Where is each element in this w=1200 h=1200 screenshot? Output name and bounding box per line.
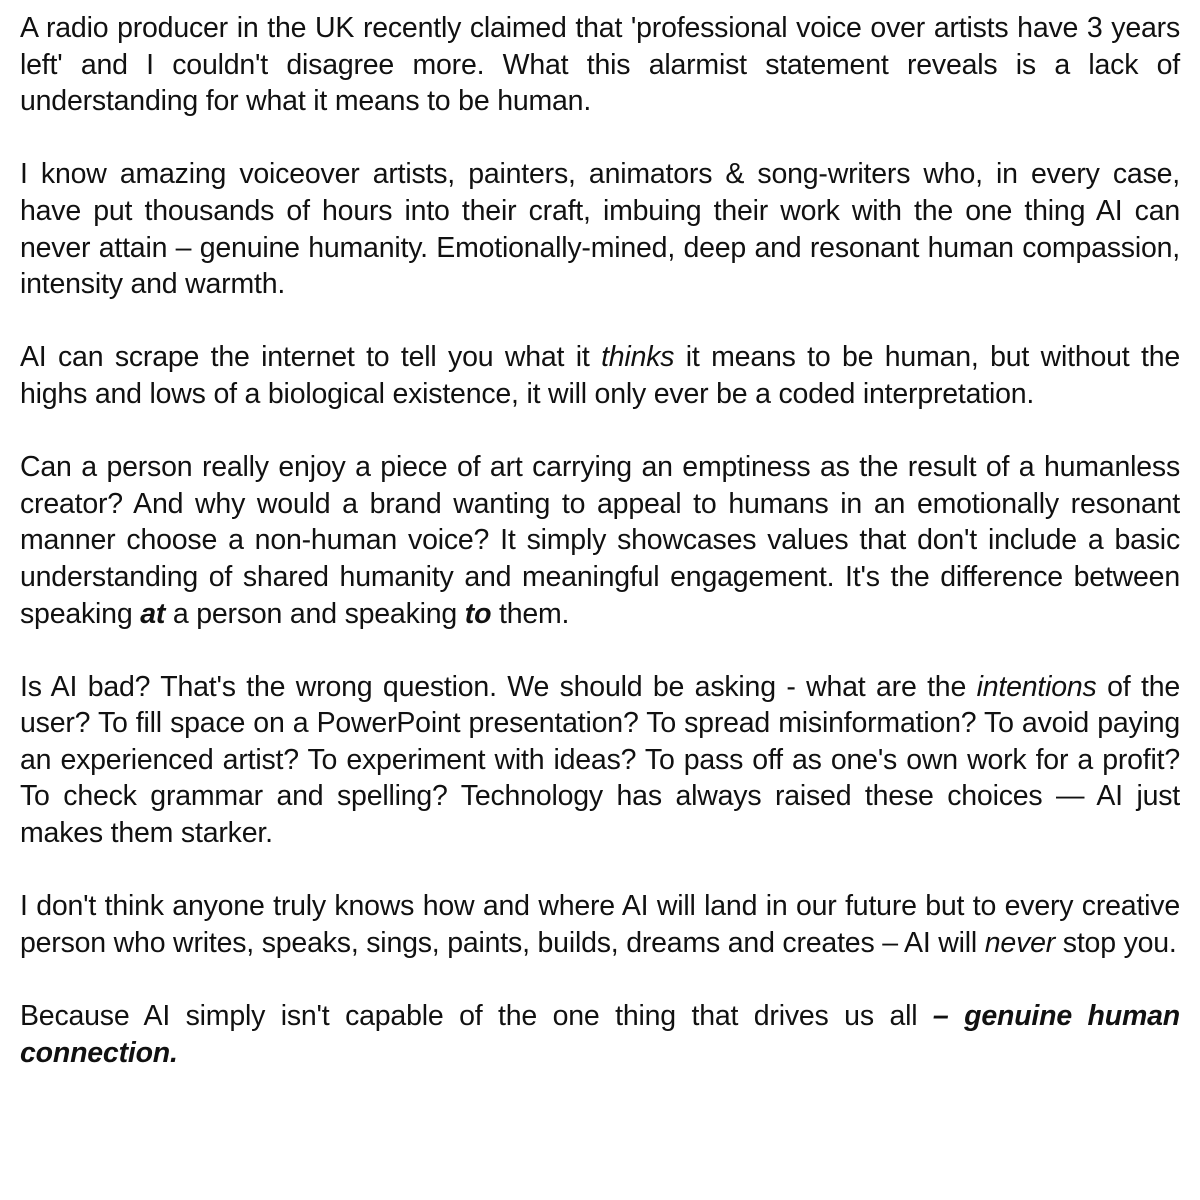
- paragraph-5-text-start: Is AI bad? That's the wrong question. We should be asking - what are the: [20, 670, 977, 703]
- paragraph-1: [20, 10, 1180, 120]
- paragraph-1-text: A radio producer in the UK recently claimed that 'professional voice over artists have 3 years left' and I couldn't disagree more. What this alarmist statement reveals is a lack of understanding for what it means to be human.: [20, 12, 1180, 118]
- paragraph-3-text-start: AI can scrape the internet to tell you what it: [20, 341, 602, 374]
- paragraph-7-text-start: Because AI simply isn't capable of the one thing that drives us all: [20, 1000, 933, 1033]
- paragraph-4-text-middle: a person and speaking: [165, 597, 465, 630]
- closing-emphasis: – genuine human connection.: [20, 1000, 1180, 1069]
- paragraph-5: [20, 669, 1180, 852]
- paragraph-2-text: I know amazing voiceover artists, painters, animators & song-writers who, in every case, have put thousands of hours into their craft, imbuing their work with the one thing AI can never attain – genuine humanity. Emotionally-mined, deep and resonant human compassion, intensity and warmth.: [20, 158, 1180, 301]
- paragraph-5-text-end: of the user? To fill space on a PowerPoint presentation? To spread misinformation? To avoid paying an experienced artist? To experiment with ideas? To pass off as one's own work for a profit? To check grammar and spelling? Technology has always raised these choices — AI just makes them starker.: [20, 670, 1180, 850]
- paragraph-7: [20, 998, 1180, 1071]
- paragraph-4: [20, 449, 1180, 632]
- paragraph-6-text-start: I don't think anyone truly knows how and where AI will land in our future but to every creative person who writes, speaks, sings, paints, builds, dreams and creates – AI will: [20, 890, 1180, 959]
- paragraph-4-text-end: them.: [491, 597, 570, 630]
- paragraph-4-text-start: Can a person really enjoy a piece of art carrying an emptiness as the result of a humanless creator? And why would a brand wanting to appeal to humans in an emotionally resonant manner choose a non-human voice? It simply showcases values that don't include a basic understanding of shared humanity and meaningful engagement. It's the difference between speaking: [20, 451, 1180, 630]
- paragraph-6: [20, 888, 1180, 961]
- emphasis-at: at: [140, 597, 166, 630]
- paragraph-3-text-end: it means to be human, but without the highs and lows of a biological existence, it will only ever be a coded interpretation.: [20, 341, 1180, 410]
- paragraph-3: [20, 339, 1180, 412]
- emphasis-intentions: intentions: [976, 670, 1097, 703]
- article-body: [20, 10, 1180, 1071]
- paragraph-2: [20, 156, 1180, 302]
- emphasis-never: never: [984, 926, 1056, 959]
- emphasis-to: to: [464, 597, 492, 630]
- emphasis-thinks: thinks: [601, 341, 675, 374]
- paragraph-6-text-end: stop you.: [1055, 926, 1177, 959]
